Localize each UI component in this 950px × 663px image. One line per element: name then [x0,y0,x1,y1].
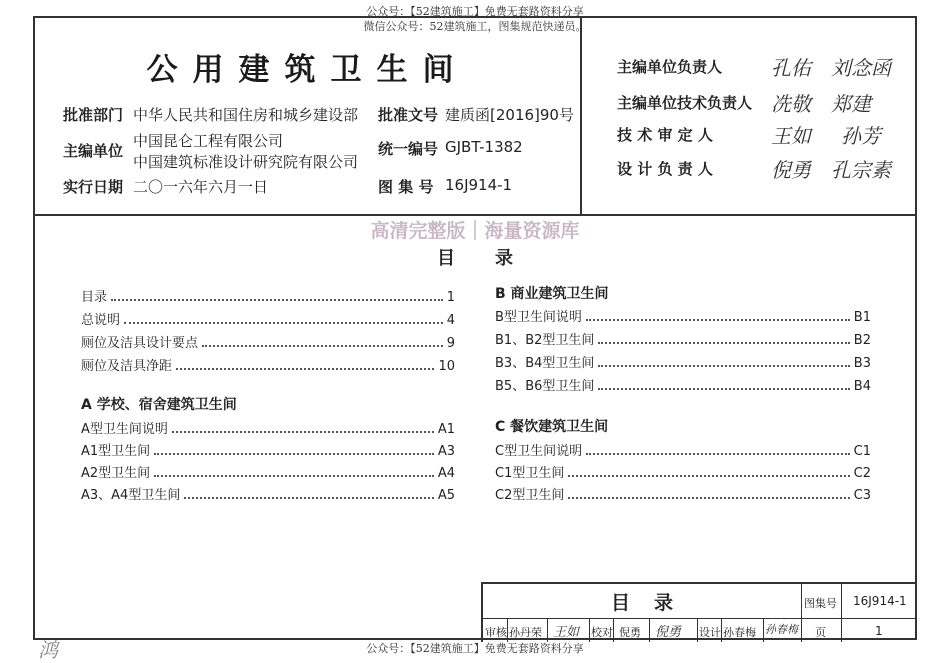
toc-entry-title: A3、A4型卫生间 [81,488,181,503]
watermark-top-line-1: 公众号：【52建筑施工】免费无套路资料分享 [366,5,584,18]
approval-dept-label: 批准部门 [63,106,124,124]
title-block-divider [507,618,508,642]
toc-entry-page: B3 [853,356,871,371]
toc-entry-title: B5、B6型卫生间 [495,379,595,394]
title-block [481,582,915,642]
leader-dots [568,488,849,499]
title-block-divider [589,618,590,642]
toc-entry-title: B3、B4型卫生间 [495,356,595,371]
toc-entry-title: B1、B2型卫生间 [495,333,595,348]
designer-name: 孙春梅 [723,626,756,639]
toc-entry-title: 厕位及洁具净距 [81,359,173,374]
leader-dots [154,444,434,455]
page-label: 页 [815,626,826,639]
toc-entry-page: A1 [437,422,455,437]
leader-dots [586,310,850,321]
toc-entry-title: A1型卫生间 [81,444,151,459]
leader-dots [598,379,849,390]
toc-entry-title: C2型卫生间 [495,488,565,503]
checker-signature: 倪勇 [655,625,682,640]
toc-section-b: B 商业建筑卫生间 [495,286,609,302]
page-number: 1 [875,624,883,638]
leader-dots [568,466,849,477]
corner-stamp-mark: 鸿 [38,638,58,662]
toc-entry[interactable] [495,375,871,393]
title-block-divider [801,584,802,642]
toc-entry[interactable] [81,309,455,327]
signature-role: 主编单位技术负责人 [617,94,753,112]
toc-entry-page: A3 [437,444,455,459]
toc-entry[interactable] [495,329,871,347]
signature-2: 孙芳 [841,124,881,148]
toc-entry-page: C2 [853,466,871,481]
promo-banner: 高清完整版｜海量资源库 [370,220,580,242]
signature-2: 刘念函 [831,56,891,80]
reviewer-signature: 王如 [553,625,580,640]
signature-role: 技 术 审 定 人 [617,126,713,144]
toc-entry-page: 4 [446,313,455,328]
toc-entry[interactable] [495,440,871,458]
signature-1: 孔佑 [771,56,811,80]
toc-entry[interactable] [81,332,455,350]
watermark-top-line-2: 微信公众号：52建筑施工，图集规范快递员。 [363,20,587,33]
toc-entry[interactable] [495,306,871,324]
designer-signature: 孙春梅 [765,623,798,636]
watermark-bottom: 公众号：【52建筑施工】免费无套路资料分享 [366,642,584,655]
toc-section-c: C 餐饮建筑卫生间 [495,419,609,435]
effective-date-label: 实行日期 [63,178,124,196]
toc-entry-page: B2 [853,333,871,348]
document-title: 公用建筑卫生间 [146,52,469,88]
toc-entry[interactable] [81,440,455,458]
signature-row-design-head [617,158,713,179]
signature-row-chief-unit-tech-head [617,92,752,113]
toc-entry[interactable] [81,418,455,436]
toc-heading: 目录 [437,248,553,269]
signature-1: 倪勇 [771,158,811,182]
signature-row-chief-unit-head [617,56,722,77]
toc-entry-title: 厕位及洁具设计要点 [81,336,199,351]
review-label: 审核 [485,626,507,639]
checker-name: 倪勇 [619,626,641,639]
toc-section-a: A 学校、宿舍建筑卫生间 [81,397,237,413]
toc-entry-title: A型卫生间说明 [81,422,168,437]
leader-dots [172,422,434,433]
toc-entry[interactable] [81,286,455,304]
toc-entry[interactable] [81,484,455,502]
leader-dots [176,359,434,370]
toc-entry-page: C3 [853,488,871,503]
title-block-name: 目录 [610,592,697,614]
leader-dots [598,356,849,367]
check-label: 校对 [591,626,613,639]
toc-entry-title: 总说明 [81,313,121,328]
title-block-divider [763,618,764,642]
toc-entry-page: 9 [446,336,455,351]
design-label: 设计 [699,626,721,639]
signature-2: 孔宗素 [831,158,891,182]
signature-row-tech-approver [617,124,713,145]
atlas-no-value: 16J914-1 [445,176,513,194]
unified-no-label: 统一编号 [378,140,439,158]
toc-entry-title: C型卫生间说明 [495,444,583,459]
toc-entry-title: 目录 [81,290,108,305]
toc-entry-page: B4 [853,379,871,394]
unified-no-value: GJBT-1382 [445,138,523,156]
toc-entry-page: C1 [853,444,871,459]
toc-entry-page: 10 [438,359,455,374]
leader-dots [124,313,443,324]
atlas-label: 图集号 [804,597,837,610]
approval-dept-value: 中华人民共和国住房和城乡建设部 [133,106,359,124]
leader-dots [154,466,434,477]
title-block-divider [547,618,548,642]
toc-entry-title: B型卫生间说明 [495,310,582,325]
approval-no-label: 批准文号 [378,106,439,124]
toc-entry-title: C1型卫生间 [495,466,565,481]
toc-entry-page: 1 [446,290,455,305]
atlas-number: 16J914-1 [853,594,907,608]
signature-1: 冼敬 [771,92,811,116]
toc-entry[interactable] [495,462,871,480]
drawing-frame [33,16,917,640]
approval-no-value: 建质函[2016]90号 [445,106,574,124]
title-block-divider [721,618,722,642]
toc-entry[interactable] [81,462,455,480]
chief-unit-label: 主编单位 [63,142,124,160]
signature-2: 郑建 [831,92,871,116]
reviewer-name: 孙丹荣 [509,626,542,639]
leader-dots [202,336,443,347]
title-block-divider [697,618,698,642]
toc-entry[interactable] [495,352,871,370]
title-block-divider [841,584,842,642]
chief-unit-value-2: 中国建筑标准设计研究院有限公司 [133,153,359,171]
chief-unit-value-1: 中国昆仑工程有限公司 [133,132,284,150]
title-block-divider [649,618,650,642]
header-block [35,18,915,216]
leader-dots [111,290,443,301]
toc-entry-title: A2型卫生间 [81,466,151,481]
toc-entry-page: A5 [437,488,455,503]
header-divider [580,18,582,214]
signature-role: 设 计 负 责 人 [617,160,713,178]
toc-entry[interactable] [495,484,871,502]
signature-role: 主编单位负责人 [617,58,723,76]
leader-dots [598,333,849,344]
leader-dots [586,444,850,455]
toc-entry-page: A4 [437,466,455,481]
signature-1: 王如 [771,124,811,148]
effective-date-value: 二〇一六年六月一日 [133,178,269,196]
atlas-no-label: 图 集 号 [378,178,434,196]
toc-entry-page: B1 [853,310,871,325]
toc-entry[interactable] [81,355,455,373]
title-block-divider [613,618,614,642]
leader-dots [184,488,433,499]
